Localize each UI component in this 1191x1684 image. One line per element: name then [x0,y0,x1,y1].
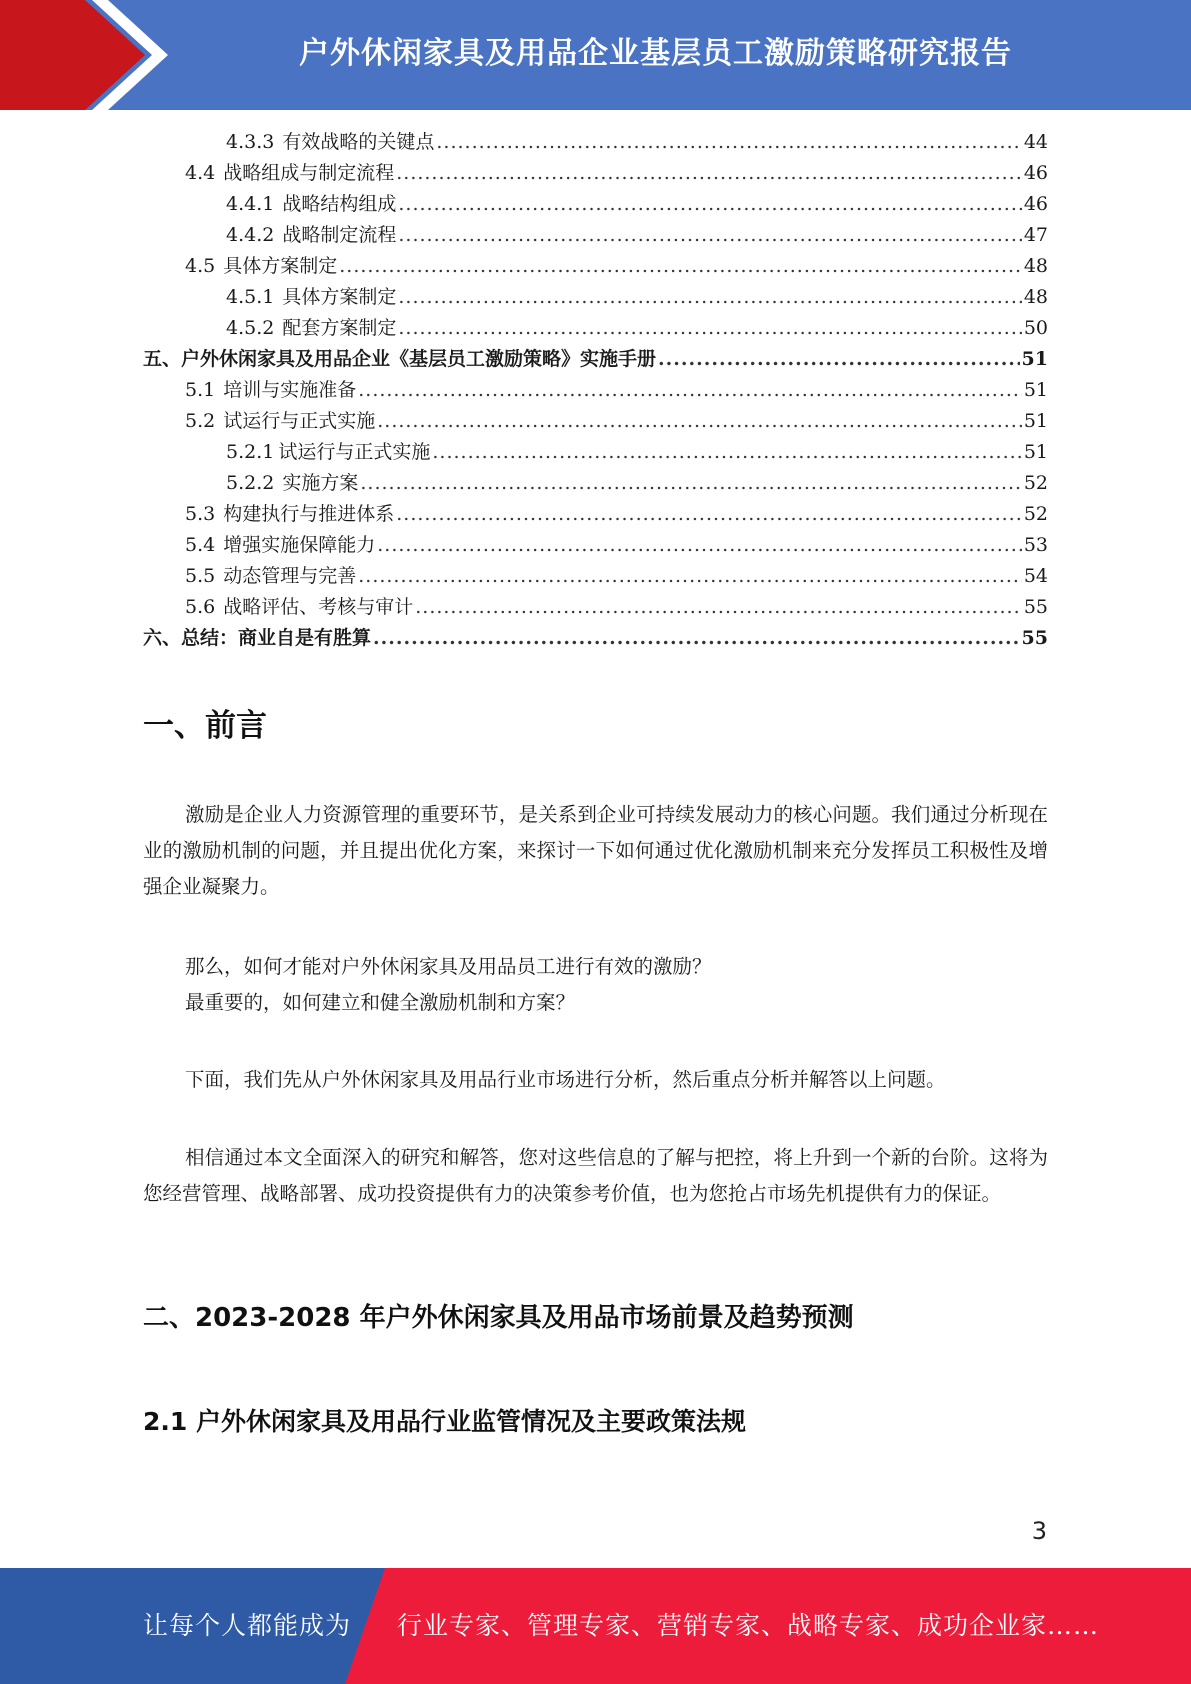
toc-leader-dots [398,313,1021,344]
toc-entry-chapter[interactable] [143,344,1048,375]
toc-leader-dots [396,499,1022,530]
toc-title: 战略制定流程 [282,224,397,246]
toc-leader-dots [398,220,1021,251]
toc-page-number: 52 [1023,472,1048,494]
body-paragraph: 相信通过本文全面深入的研究和解答，您对这些信息的了解与把控，将上升到一个新的台阶。这将为您经营管理、战略部署、成功投资提供有力的决策参考价值，也为您抢占市场先机提供有力的保证。 [143,1146,1048,1205]
toc-entry[interactable] [226,437,1048,468]
toc-page-number: 55 [1021,627,1048,649]
toc-page-number: 50 [1023,317,1048,339]
toc-entry[interactable] [185,530,1048,561]
page-header [0,0,1191,110]
page-number: 3 [1031,1517,1047,1545]
toc-page-number: 51 [1023,379,1048,401]
page-footer [0,1568,1191,1684]
toc-entry[interactable] [226,189,1048,220]
toc-leader-dots [658,344,1020,375]
toc-title: 总结：商业自是有胜算 [181,627,372,649]
toc-entry[interactable] [185,251,1048,282]
toc-leader-dots [396,158,1022,189]
toc-number: 4.4 [185,162,216,184]
toc-entry[interactable] [185,406,1048,437]
toc-title: 户外休闲家具及用品企业《基层员工激励策略》实施手册 [181,348,657,370]
toc-leader-dots [360,468,1021,499]
footer-slogan-right: 行业专家、管理专家、营销专家、战略专家、成功企业家…… [397,1611,1100,1640]
section-heading-market-outlook: 二、2023-2028 年户外休闲家具及用品市场前景及趋势预测 [143,1303,854,1333]
toc-leader-dots [358,561,1022,592]
toc-title: 培训与实施准备 [223,379,357,401]
toc-number: 4.4.2 [226,224,275,246]
toc-entry[interactable] [185,499,1048,530]
toc-page-number: 48 [1023,286,1048,308]
body-paragraph: 激励是企业人力资源管理的重要环节，是关系到企业可持续发展动力的核心问题。我们通过分析现在业的激励机制的问题，并且提出优化方案，来探讨一下如何通过优化激励机制来充分发挥员工积极性及增强企业凝聚力。 [143,803,1048,898]
subsection-heading: 2.1 户外休闲家具及用品行业监管情况及主要政策法规 [143,1407,746,1436]
toc-leader-dots [377,406,1022,437]
toc-number: 5.5 [185,565,216,587]
toc-page-number: 44 [1023,131,1048,153]
body-question-2: 最重要的，如何建立和健全激励机制和方案？ [185,991,576,1014]
toc-leader-dots [373,623,1020,654]
toc-entry-chapter[interactable] [143,623,1048,654]
toc-page-number: 51 [1021,348,1048,370]
toc-title: 战略评估、考核与审计 [223,596,414,618]
toc-leader-dots [415,592,1022,623]
toc-entry[interactable] [226,282,1048,313]
toc-title: 试运行与正式实施 [278,441,431,463]
toc-entry[interactable] [185,375,1048,406]
toc-leader-dots [358,375,1022,406]
toc-leader-dots [377,530,1022,561]
toc-entry[interactable] [226,127,1048,158]
toc-leader-dots [398,282,1021,313]
toc-title: 有效战略的关键点 [282,131,435,153]
section-heading-preface: 一、前言 [143,708,267,744]
toc-title: 增强实施保障能力 [223,534,376,556]
toc-number: 六、 [143,627,182,649]
toc-leader-dots [436,127,1021,158]
document-title: 户外休闲家具及用品企业基层员工激励策略研究报告 [299,36,1012,71]
toc-entry[interactable] [185,158,1048,189]
toc-number: 4.4.1 [226,193,275,215]
toc-number: 5.1 [185,379,216,401]
toc-page-number: 55 [1023,596,1048,618]
toc-title: 动态管理与完善 [223,565,357,587]
toc-page-number: 46 [1023,193,1048,215]
toc-page-number: 46 [1023,162,1048,184]
toc-title: 具体方案制定 [282,286,397,308]
toc-number: 5.3 [185,503,216,525]
toc-title: 试运行与正式实施 [223,410,376,432]
toc-page-number: 47 [1023,224,1048,246]
toc-title: 配套方案制定 [282,317,397,339]
toc-number: 5.2.1 [226,441,275,463]
toc-page-number: 51 [1023,441,1048,463]
toc-number: 4.5.2 [226,317,275,339]
toc-number: 5.4 [185,534,216,556]
toc-entry[interactable] [226,313,1048,344]
footer-slogan-left: 让每个人都能成为 [143,1611,352,1640]
toc-title: 具体方案制定 [223,255,338,277]
toc-entry[interactable] [226,468,1048,499]
toc-title: 构建执行与推进体系 [223,503,395,525]
toc-number: 5.2.2 [226,472,275,494]
toc-number: 5.2 [185,410,216,432]
body-paragraph: 下面，我们先从户外休闲家具及用品行业市场进行分析，然后重点分析并解答以上问题。 [185,1068,946,1091]
toc-number: 4.3.3 [226,131,275,153]
toc-number: 5.6 [185,596,216,618]
toc-entry[interactable] [185,592,1048,623]
toc-number: 五、 [143,348,182,370]
body-question-1: 那么，如何才能对户外休闲家具及用品员工进行有效的激励？ [185,955,712,978]
toc-leader-dots [398,189,1021,220]
toc-entry[interactable] [185,561,1048,592]
toc-number: 4.5 [185,255,216,277]
toc-leader-dots [432,437,1021,468]
toc-page-number: 48 [1023,255,1048,277]
toc-leader-dots [339,251,1022,282]
toc-entry[interactable] [226,220,1048,251]
toc-title: 战略结构组成 [282,193,397,215]
toc-number: 4.5.1 [226,286,275,308]
toc-page-number: 54 [1023,565,1048,587]
toc-page-number: 53 [1023,534,1048,556]
toc-page-number: 51 [1023,410,1048,432]
toc-title: 实施方案 [282,472,359,494]
toc-title: 战略组成与制定流程 [223,162,395,184]
toc-page-number: 52 [1023,503,1048,525]
